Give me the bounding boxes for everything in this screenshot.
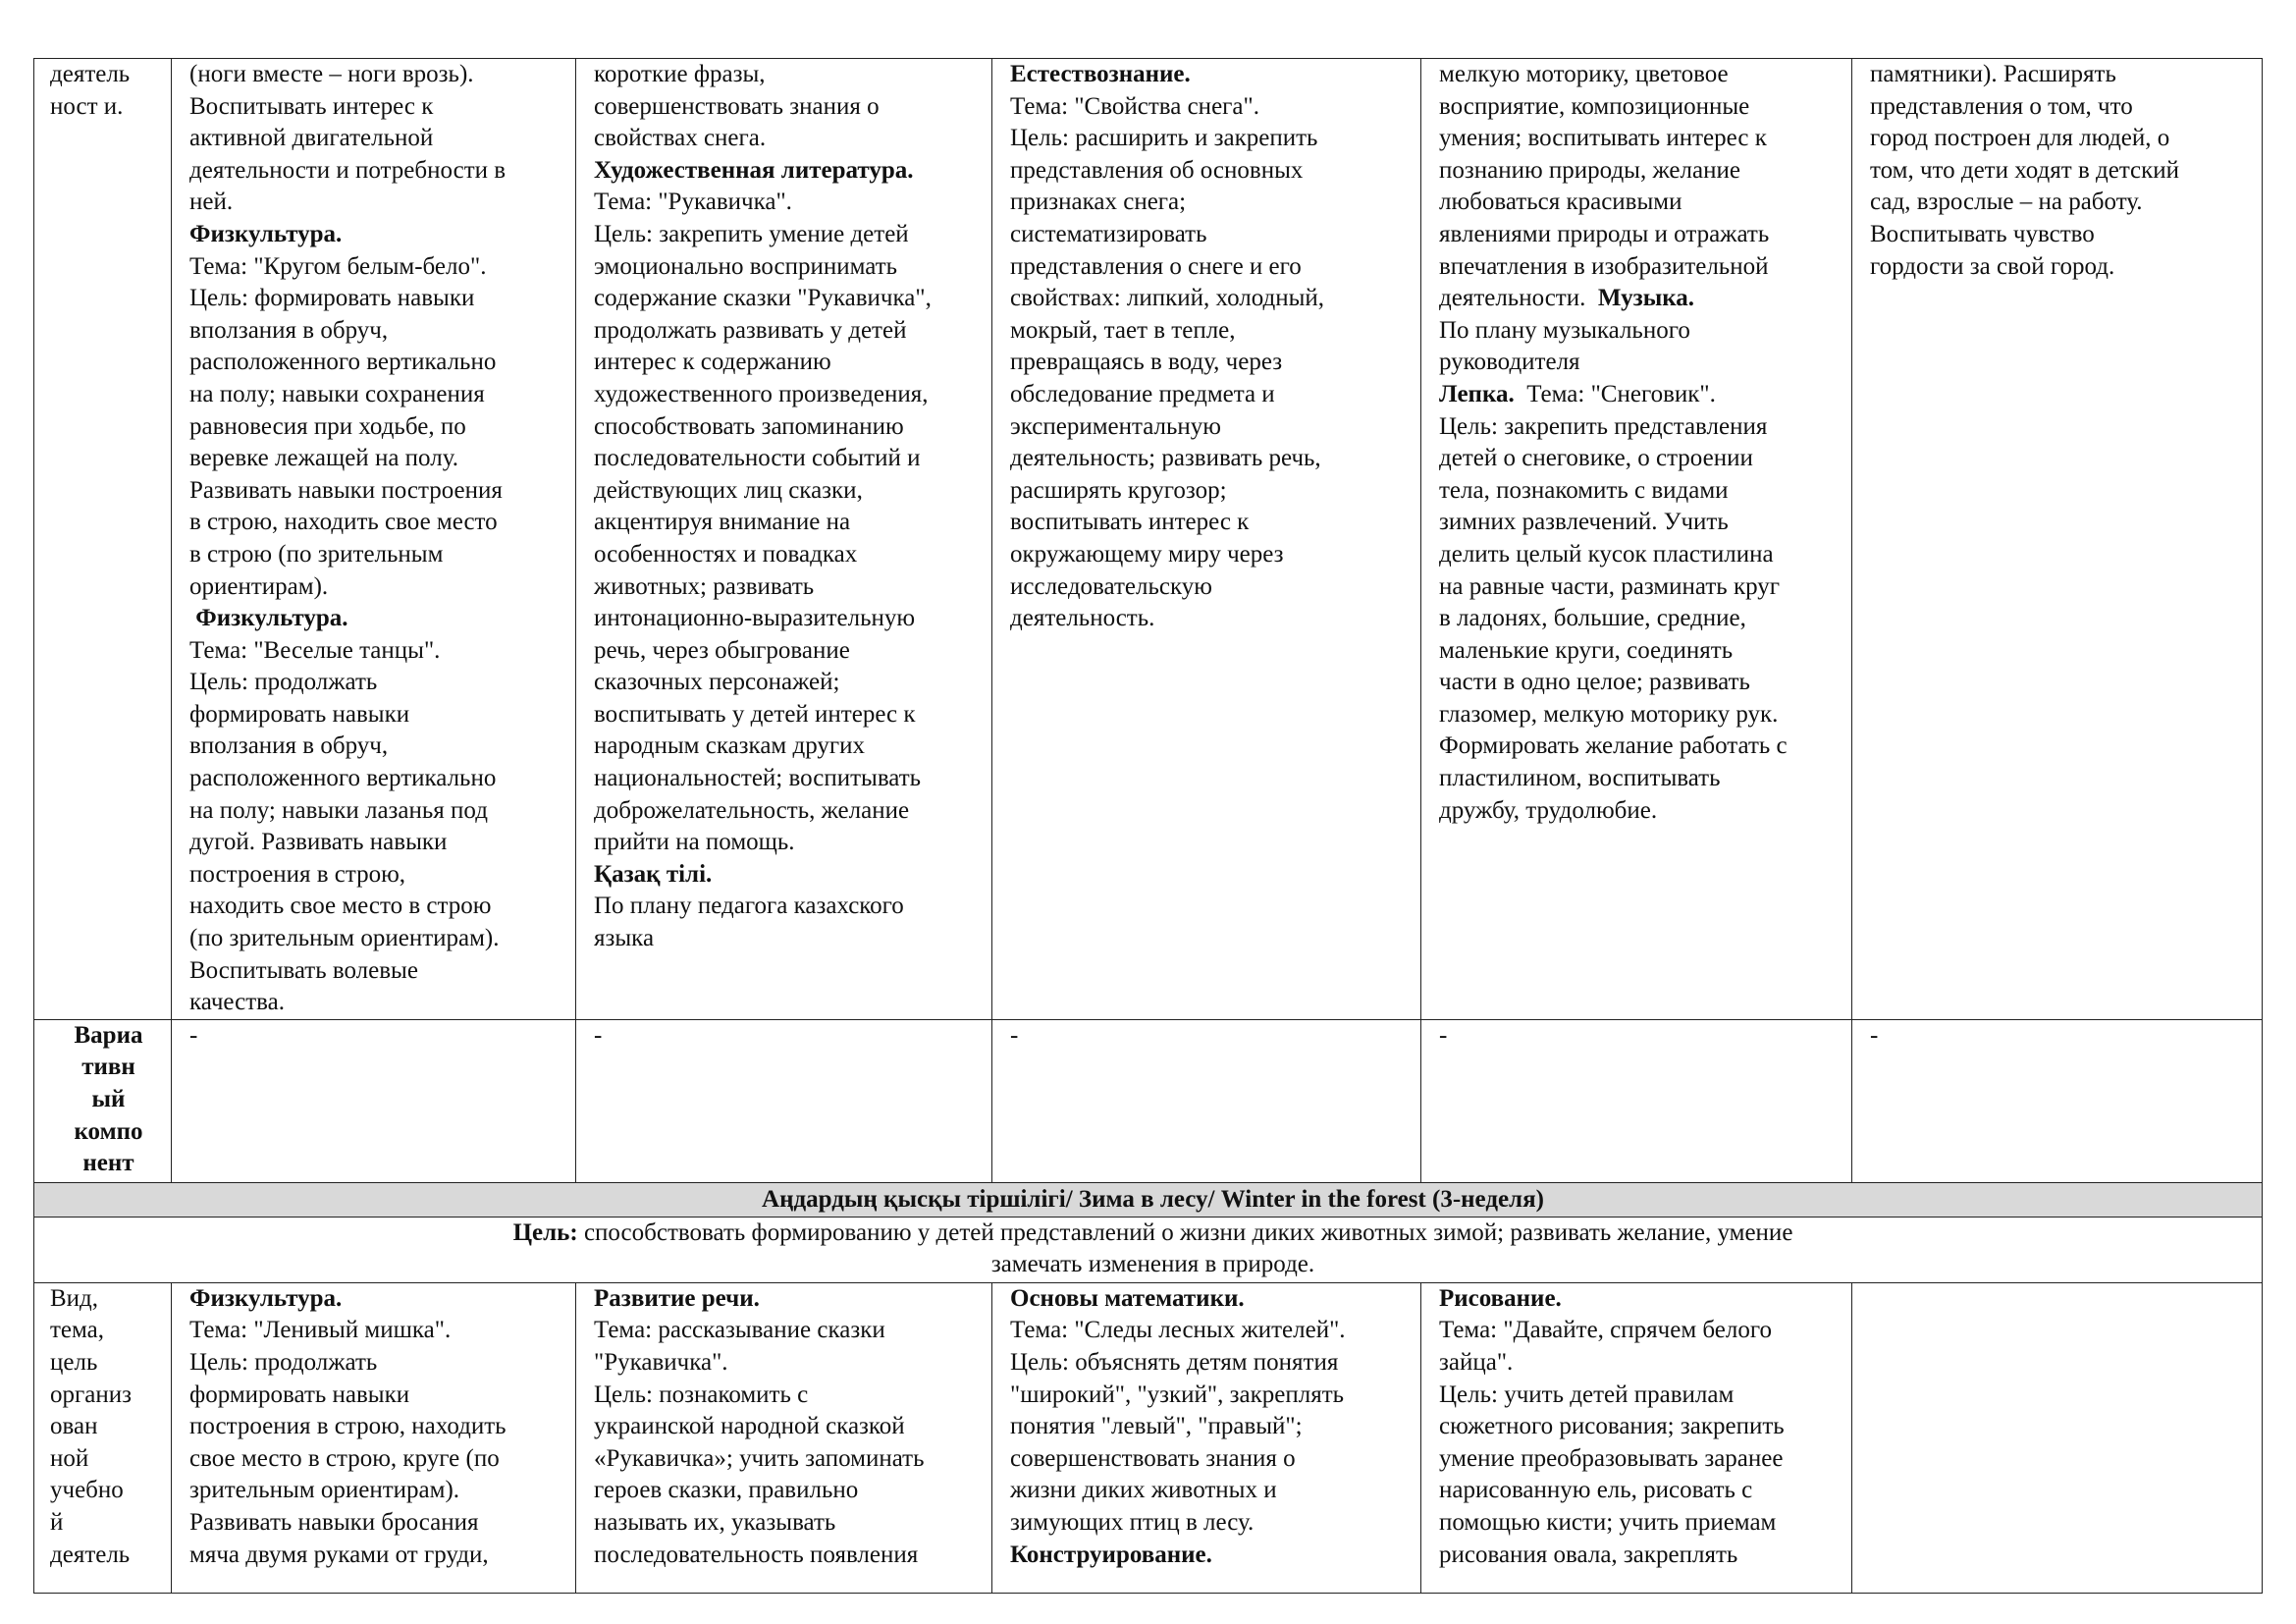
goal-text: способствовать формированию у детей представлений о жизни диких животных зимой; развивать желание, умение замечать изменения в природе. xyxy=(583,1218,1793,1278)
cell-text: Тема: "Рукавичка". Цель: закрепить умение детей эмоционально воспринимать содержание сказки "Рукавичка", продолжать развивать у детей интерес к содержанию художественного произведения, способствовать запоминанию последовательности событий и действующих лиц сказки, акцентируя внимание на особенностях и повадках животных; развивать интонационно-выразительную речь, через обыгрование сказочных персонажей; воспитывать у детей интерес к народным сказкам других национальностей; воспитывать доброжелательность, желание прийти на помощь. xyxy=(594,189,932,856)
week-goal xyxy=(34,1217,2263,1282)
variative-cell xyxy=(1421,1019,1852,1182)
cell-text: Тема: рассказывание сказки "Рукавичка". Цель: познакомить с украинской народной сказкой «Рукавичка»; учить запоминать героев сказки, правильно называть их, указывать последовательность появления xyxy=(594,1317,925,1568)
cell-text: - xyxy=(1439,1021,1448,1049)
cell-text: Тема: "Давайте, спрячем белого зайца". Цель: учить детей правилам сюжетного рисования; закрепить умение преобразовывать заранее нарисованную ель, рисовать с помощью кисти; учить приемам рисования овала, закреплять xyxy=(1439,1317,1785,1568)
thursday-cell xyxy=(1421,59,1852,1020)
subject-heading: Лепка. xyxy=(1439,380,1515,407)
table-row xyxy=(34,1282,2263,1593)
cell-text: мелкую моторику, цветовое восприятие, композиционные умения; воспитывать интерес к познанию природы, желание любоваться красивыми явлениями природы и отражать впечатления в изобразительной деятельности. xyxy=(1439,61,1770,312)
week-title: Аңдардың қысқы тіршілігі/ Зима в лесу/ Winter in the forest (3-неделя) xyxy=(762,1185,1544,1213)
cell-text: Тема: "Ленивый мишка". Цель: продолжать формировать навыки построения в строю, находить свое место в строю, круге (по зрительным ориентирам). Развивать навыки бросания мяча двумя руками от груди, xyxy=(189,1317,507,1568)
subject-heading: Конструирование. xyxy=(1010,1541,1212,1568)
row-label: Вариа тивн ый компо нент xyxy=(74,1021,143,1177)
table-row xyxy=(34,1019,2263,1182)
wednesday-cell xyxy=(992,1282,1421,1593)
wednesday-cell xyxy=(992,59,1421,1020)
subject-heading: Қазақ тілі. xyxy=(594,860,713,888)
cell-text: (ноги вместе – ноги врозь). Воспитывать интерес к активной двигательной деятельности и потребности в ней. xyxy=(189,61,507,216)
cell-text: Тема: "Снеговик". xyxy=(1514,380,1716,407)
row-label: Вид, тема, цель организ ован ной учебно й деятель xyxy=(50,1284,132,1568)
monday-cell xyxy=(172,1282,576,1593)
cell-text: - xyxy=(594,1021,603,1049)
subject-heading: Физкультура. xyxy=(189,605,348,632)
cell-text: По плану педагога казахского языка xyxy=(594,893,904,952)
week-header xyxy=(34,1182,2263,1217)
row-label-cell xyxy=(34,59,172,1020)
goal-label: Цель: xyxy=(512,1218,578,1246)
monday-cell xyxy=(172,59,576,1020)
cell-text: Тема: "Веселые танцы". Цель: продолжать формировать навыки вползания в обруч, расположенного вертикально на полу; навыки лазанья под дугой. Развивать навыки построения в строю, находить свое место в строю (по зрительным ориентирам). Воспитывать волевые качества. xyxy=(189,636,500,1016)
thursday-cell xyxy=(1421,1282,1852,1593)
tuesday-cell xyxy=(576,59,992,1020)
cell-text: - xyxy=(1870,1021,1879,1049)
table-row xyxy=(34,59,2263,1020)
table-row xyxy=(34,1182,2263,1217)
friday-cell xyxy=(1852,59,2263,1020)
cell-text: Тема: "Кругом белым-бело". Цель: формировать навыки вползания в обруч, расположенного вертикально на полу; навыки сохранения равновесия при ходьбе, по веревке лежащей на полу. Развивать навыки построения в строю, находить свое место в строю (по зрительным ориентирам). xyxy=(189,252,503,600)
cell-text: Тема: "Свойства снега". Цель: расширить и закрепить представления об основных признаках снега; систематизировать представления о снеге и его свойствах: липкий, холодный, мокрый, тает в тепле, превращаясь в воду, через обследование предмета и экспериментальную деятельность; развивать речь, расширять кругозор; воспитывать интерес к окружающему миру через исследовательскую деятельность. xyxy=(1010,92,1325,632)
variative-cell xyxy=(172,1019,576,1182)
row-label-cell xyxy=(34,1282,172,1593)
variative-cell xyxy=(992,1019,1421,1182)
weekly-plan-table xyxy=(33,58,2263,1594)
subject-heading: Физкультура. xyxy=(189,220,343,247)
cell-text: Тема: "Следы лесных жителей". Цель: объяснять детям понятия "широкий", "узкий", закреплять понятия "левый", "правый"; совершенствовать знания о жизни диких животных и зимующих птиц в лесу. xyxy=(1010,1317,1346,1536)
table-row xyxy=(34,1217,2263,1282)
cell-text: Цель: закрепить представления детей о снеговике, о строении тела, познакомить с видами зимних развлечений. Учить делить целый кусок пластилина на равные части, разминать круг в ладонях, большие, средние, маленькие круги, соединять части в одно целое; развивать глазомер, мелкую моторику рук. Формировать желание работать с пластилином, воспитывать дружбу, трудолюбие. xyxy=(1439,412,1788,824)
subject-heading: Физкультура. xyxy=(189,1284,343,1312)
cell-text: - xyxy=(1010,1021,1019,1049)
subject-heading: Естествознание. xyxy=(1010,61,1191,87)
variative-cell xyxy=(576,1019,992,1182)
tuesday-cell xyxy=(576,1282,992,1593)
cell-text: - xyxy=(189,1021,198,1049)
row-label-cell xyxy=(34,1019,172,1182)
friday-cell xyxy=(1852,1282,2263,1593)
cell-text: По плану музыкального руководителя xyxy=(1439,316,1690,376)
variative-cell xyxy=(1852,1019,2263,1182)
subject-heading: Основы математики. xyxy=(1010,1284,1245,1312)
cell-text: памятники). Расширять представления о том, что город построен для людей, о том, что дети ходят в детский сад, взрослые – на работу. Воспитывать чувство гордости за свой город. xyxy=(1870,61,2180,280)
subject-heading: Музыка. xyxy=(1591,285,1694,312)
subject-heading: Развитие речи. xyxy=(594,1284,760,1312)
subject-heading: Художественная литература. xyxy=(594,156,914,184)
subject-heading: Рисование. xyxy=(1439,1284,1562,1312)
row-label: деятель ност и. xyxy=(50,61,131,120)
cell-text: короткие фразы, совершенствовать знания о свойствах снега. xyxy=(594,61,880,152)
